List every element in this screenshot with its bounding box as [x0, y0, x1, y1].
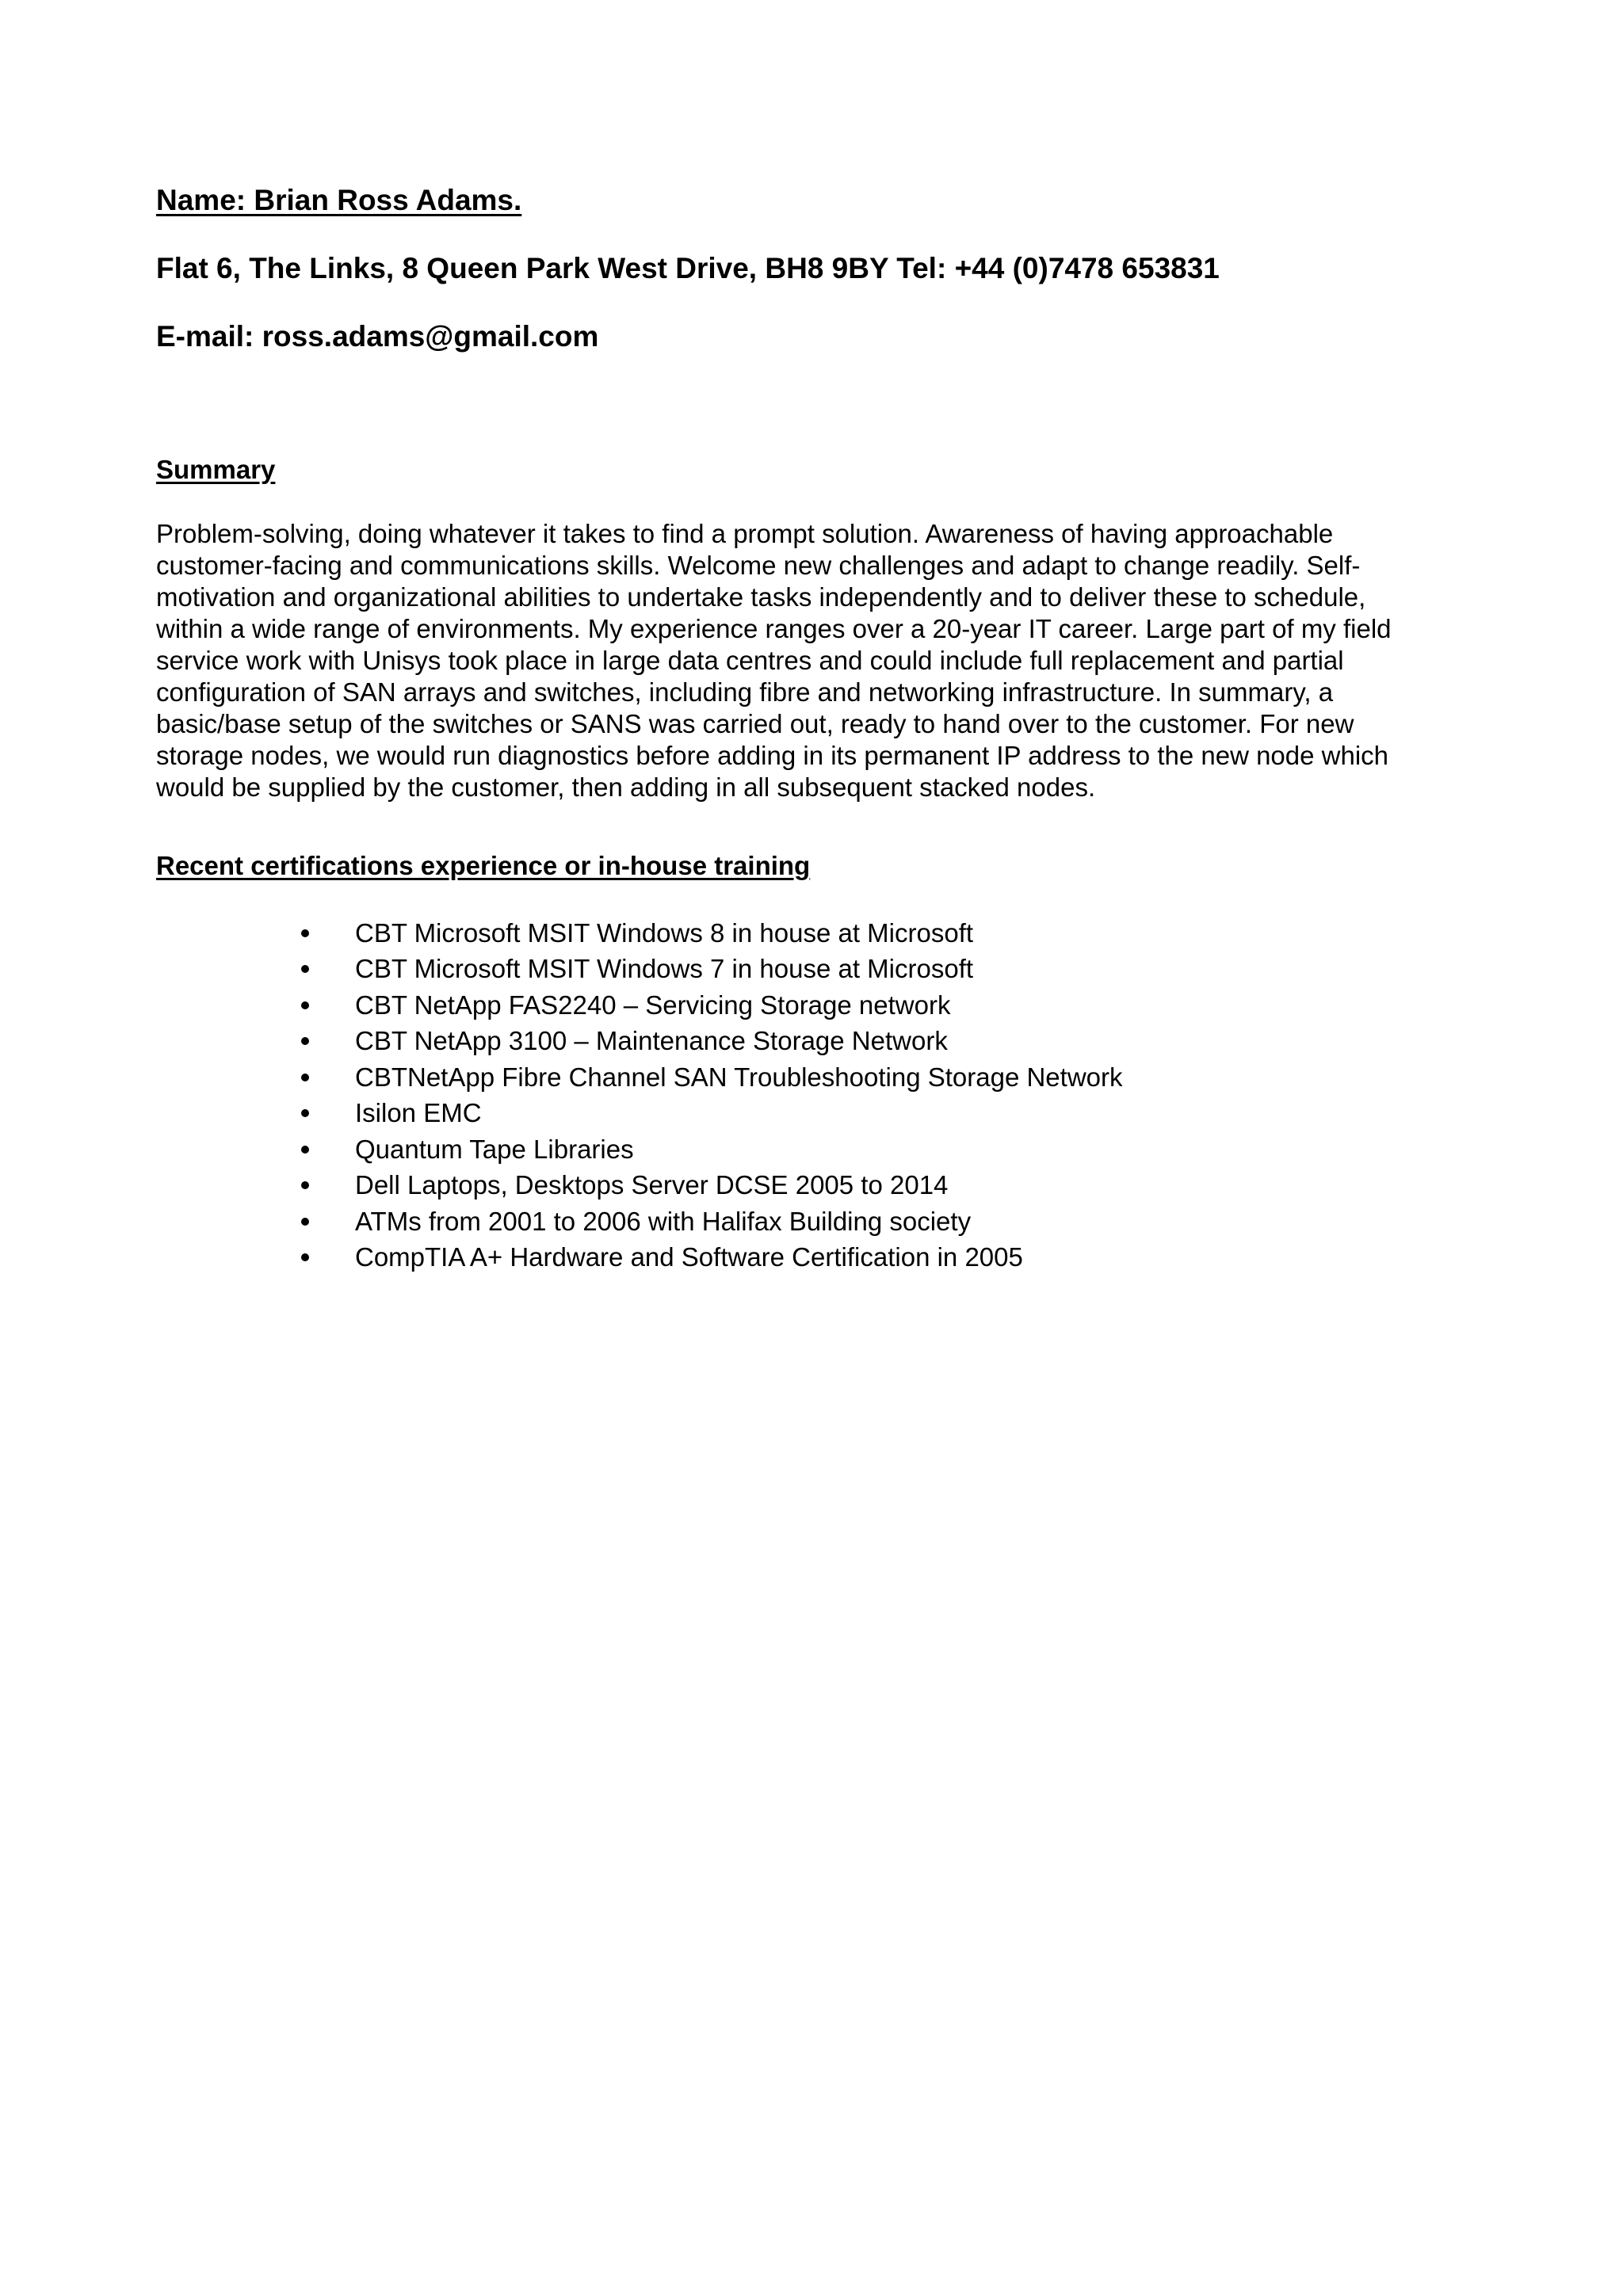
summary-line: within a wide range of environments. My experience ranges over a 20-year IT career. Large part of my field — [156, 614, 1392, 643]
list-item — [301, 1203, 1123, 1240]
list-item — [301, 1059, 1123, 1096]
summary-line: customer-facing and communications skills. Welcome new challenges and adapt to change readily. Self- — [156, 551, 1361, 580]
summary-line: storage nodes, we would run diagnostics before adding in its permanent IP address to the new node which — [156, 741, 1389, 770]
contact-address-phone: Flat 6, The Links, 8 Queen Park West Drive, BH8 9BY Tel: +44 (0)7478 653831 — [156, 252, 1220, 284]
bullet-icon — [301, 1074, 309, 1081]
certification-text: Isilon EMC — [355, 1098, 482, 1128]
summary-line: configuration of SAN arrays and switches, including fibre and networking infrastructure. In summary, a — [156, 677, 1334, 707]
certification-text: ATMs from 2001 to 2006 with Halifax Building society — [355, 1206, 972, 1236]
bullet-icon — [301, 929, 309, 937]
summary-line: would be supplied by the customer, then adding in all subsequent stacked nodes. — [156, 772, 1096, 802]
list-item — [301, 1240, 1123, 1276]
contact-email: E-mail: ross.adams@gmail.com — [156, 320, 599, 353]
list-item — [301, 1131, 1123, 1168]
certification-text: CBT NetApp 3100 – Maintenance Storage Network — [355, 1026, 948, 1056]
list-item — [301, 952, 1123, 988]
certification-text: Quantum Tape Libraries — [355, 1134, 634, 1164]
certification-text: CBT Microsoft MSIT Windows 8 in house at Microsoft — [355, 917, 974, 948]
certifications-heading: Recent certifications experience or in-house training — [156, 851, 811, 880]
list-item — [301, 1024, 1123, 1060]
certification-text: CBTNetApp Fibre Channel SAN Troubleshooting Storage Network — [355, 1062, 1123, 1092]
list-item — [301, 1168, 1123, 1204]
list-item — [301, 1096, 1123, 1132]
certification-text: CBT NetApp FAS2240 – Servicing Storage network — [355, 990, 951, 1020]
certifications-list — [301, 915, 1123, 1276]
summary-heading: Summary — [156, 455, 276, 484]
summary-line: Problem-solving, doing whatever it takes to find a prompt solution. Awareness of having approachable — [156, 519, 1334, 548]
certification-text: Dell Laptops, Desktops Server DCSE 2005 to 2014 — [355, 1170, 949, 1200]
list-item — [301, 915, 1123, 952]
bullet-icon — [301, 965, 309, 973]
list-item — [301, 987, 1123, 1024]
bullet-icon — [301, 1218, 309, 1226]
bullet-icon — [301, 1181, 309, 1189]
certification-text: CompTIA A+ Hardware and Software Certification in 2005 — [355, 1242, 1023, 1272]
summary-line: service work with Unisys took place in large data centres and could include full replacement and partial — [156, 646, 1344, 675]
summary-line: motivation and organizational abilities to undertake tasks independently and to deliver these to schedule, — [156, 582, 1366, 612]
bullet-icon — [301, 1253, 309, 1261]
bullet-icon — [301, 1001, 309, 1009]
summary-line: basic/base setup of the switches or SANS was carried out, ready to hand over to the customer. For new — [156, 709, 1354, 738]
certification-text: CBT Microsoft MSIT Windows 7 in house at Microsoft — [355, 954, 974, 984]
bullet-icon — [301, 1037, 309, 1045]
bullet-icon — [301, 1146, 309, 1154]
bullet-icon — [301, 1109, 309, 1117]
candidate-name: Name: Brian Ross Adams. — [156, 184, 522, 216]
summary-paragraph — [156, 518, 1487, 803]
